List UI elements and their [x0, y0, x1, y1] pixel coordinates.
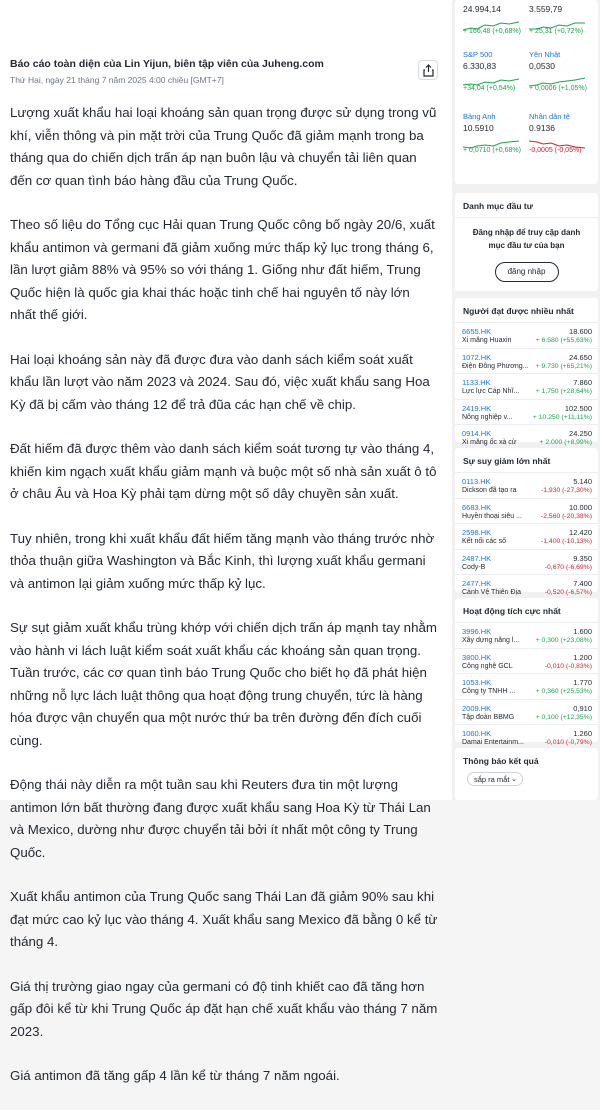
share-button[interactable] [418, 60, 438, 80]
sparkline [529, 20, 585, 32]
paragraph: Tuy nhiên, trong khi xuất khẩu đất hiếm tăng mạnh vào tháng trước nhờ thỏa thuận giữa Washington và Bắc Kinh, thì lượng xuất khẩu germani và antimon lại giảm xuống mức thấp kỷ lục. [10, 530, 435, 591]
stock-symbol[interactable]: 2009.HK [462, 703, 492, 713]
table-row[interactable] [455, 725, 598, 750]
sparkline [463, 76, 519, 88]
table-row[interactable] [455, 550, 598, 576]
byline [10, 58, 410, 85]
index-change: -0,0005 (-0,05%) [529, 147, 582, 154]
stock-price: 24.250 [569, 429, 592, 438]
stock-name: Xi măng Huaxin [462, 337, 512, 344]
section-title: Hoạt động tích cực nhất [455, 598, 598, 623]
stock-price: 1.200 [573, 652, 592, 662]
index-tile[interactable] [463, 2, 525, 48]
table-row[interactable] [455, 649, 598, 675]
table-row[interactable] [455, 323, 598, 349]
table-row[interactable] [455, 575, 598, 600]
paragraph: Theo số liệu do Tổng cục Hải quan Trung Quốc công bố ngày 20/6, xuất khẩu antimon và germani đã giảm xuống mức thấp kỷ lục trong tháng 6, lần lượt giảm 88% và 95% so với tháng 1. Giống như đất hiếm, Trung Quốc hiện là quốc gia khai thác hoặc tinh chế hai nguyên tố này lớn nhất thế giới. [10, 217, 435, 322]
table-row[interactable] [455, 400, 598, 426]
index-change: + 0,0006 (+1,05%) [529, 85, 587, 92]
stock-symbol[interactable]: 6683.HK [462, 502, 492, 512]
table-row[interactable] [455, 425, 598, 450]
section-title: Người đạt được nhiều nhất [455, 298, 598, 323]
sparkline [529, 138, 585, 150]
stock-change: -0,520 (-6,57%) [544, 589, 592, 596]
author: Báo cáo toàn diện của Lin Yijun, biên tập viên của Juheng.com [10, 58, 324, 70]
stock-name: Damai Entertainm... [462, 739, 524, 746]
index-tile[interactable] [529, 50, 591, 96]
index-change: +34,04 (+0,54%) [463, 85, 516, 92]
stock-price: 1.770 [573, 678, 592, 687]
paragraph: Giá antimon đã tăng gấp 4 lần kể từ tháng 7 năm ngoái. [10, 1068, 340, 1083]
stock-name: Dickson đã tạo ra [462, 487, 517, 494]
stock-price: 12.420 [569, 528, 592, 537]
stock-name: Nông nghiệp v... [462, 413, 513, 421]
stock-name: Cảnh Vệ Thiên Địa [462, 589, 522, 596]
stock-change: + 0,100 (+12,35%) [535, 713, 592, 721]
stock-price: 7.860 [573, 378, 592, 387]
stock-change: + 10.250 (+11,11%) [532, 413, 592, 421]
stock-symbol[interactable]: 2598.HK [462, 528, 492, 537]
top-losers-card [455, 448, 598, 596]
stock-symbol[interactable]: 6655.HK [462, 327, 492, 336]
stock-name: Điện Đông Phương... [462, 362, 529, 370]
index-tile[interactable] [463, 50, 525, 96]
paragraph: Giá thị trường giao ngay của germani có độ tinh khiết cao đã tăng hơn gấp đôi kể từ khi Trung Quốc áp đặt hạn chế xuất khẩu vào tháng 7 năm 2023. [10, 978, 438, 1039]
index-value: 0,0530 [529, 61, 555, 71]
index-value: 10.5910 [463, 123, 494, 133]
paragraph: Động thái này diễn ra một tuần sau khi Reuters đưa tin một lượng antimon lớn bất thường đang được xuất khẩu sang Hoa Kỳ từ Thái Lan và Mexico, dường như được chuyển tải bởi ít nhất một công ty Trung Quốc. [10, 777, 431, 860]
sort-dropdown[interactable] [467, 772, 523, 786]
stock-price: 1.260 [573, 729, 592, 738]
stock-name: Kết nối các số [462, 538, 506, 545]
stock-name: Tập đoàn BBMG [462, 713, 515, 721]
index-tile[interactable] [529, 112, 591, 158]
most-active-card [455, 598, 598, 746]
stock-change: + 0,300 (+23,08%) [535, 637, 592, 644]
sparkline [463, 138, 519, 150]
watchlist-message: Đăng nhập để truy cập danh mục đầu tư của bạn [472, 228, 581, 250]
table-row[interactable] [455, 524, 598, 550]
stock-change: + 0,360 (+25,53%) [535, 688, 592, 695]
table-row[interactable] [455, 349, 598, 375]
section-title: Thông báo kết quả [463, 756, 539, 766]
section-title: Sự suy giảm lớn nhất [455, 448, 598, 473]
publish-date: Thứ Hai, ngày 21 tháng 7 năm 2025 4:00 chiều [GMT+7] [10, 75, 224, 85]
stock-symbol[interactable]: 0113.HK [462, 477, 491, 486]
index-change: + 166,48 (+0,68%) [463, 28, 521, 35]
paragraph: Hai loại khoáng sản này đã được đưa vào danh sách kiểm soát xuất khẩu lần lượt vào năm 2023 và 2024. Sau đó, việc xuất khẩu sang Hoa Kỳ đã bị cấm vào tháng 12 để trả đũa các hạn chế về chip. [10, 351, 430, 412]
paragraph: Lượng xuất khẩu hai loại khoáng sản quan trọng được sử dụng trong vũ khí, viễn thông và pin mặt trời của Trung Quốc đã giảm mạnh trong ba tháng qua do chiến dịch trấn áp nạn buôn lậu và chuyển tải liên quan đến cơ quan tình báo hàng đầu của Trung Quốc. [10, 105, 437, 188]
stock-price: 5.140 [573, 477, 592, 486]
stock-price: 7.400 [573, 579, 592, 588]
stock-symbol[interactable]: 3800.HK [462, 652, 492, 662]
index-tile[interactable] [529, 2, 591, 48]
table-row[interactable] [455, 623, 598, 649]
stock-price: 9.350 [573, 553, 592, 563]
stock-symbol[interactable]: 1053.HK [462, 678, 492, 687]
stock-change: -1,930 (-27,30%) [540, 487, 592, 494]
stock-price: 102.500 [564, 403, 592, 413]
login-button[interactable]: đăng nhập [495, 262, 559, 282]
table-row[interactable] [455, 374, 598, 400]
stock-symbol[interactable]: 2487.HK [462, 553, 492, 563]
stock-price: 18.600 [569, 327, 592, 336]
earnings-results-card [455, 748, 598, 800]
chevron-down-icon: ⌄ [511, 776, 517, 783]
paragraph: Sự sụt giảm xuất khẩu trùng khớp với chiến dịch trấn áp mạnh tay nhằm vào hành vi lách luật kiểm soát xuất khẩu các khoáng sản quan trọng. Tuần trước, các cơ quan tình báo Trung Quốc cho biết họ đã phát hiện những nỗ lực lách luật thông qua hoạt động trung chuyển, tức là hàng hóa được vận chuyển qua một nước thứ ba trên đường đến đích cuối cùng. [10, 620, 437, 748]
stock-name: Xây dựng năng l... [462, 637, 520, 644]
index-value: 0.9136 [529, 123, 555, 133]
article-body [10, 102, 438, 1110]
stock-price: 24.650 [569, 352, 592, 362]
table-row[interactable] [455, 700, 598, 726]
sparkline [529, 76, 585, 88]
stock-change: + 6.580 (+55,63%) [535, 337, 592, 344]
table-row[interactable] [455, 674, 598, 700]
stock-change: + 9.730 (+65,21%) [535, 362, 592, 370]
top-gainers-card [455, 298, 598, 446]
index-name: Nhân dân tệ [529, 112, 570, 121]
index-name: Yên Nhật [529, 50, 561, 59]
stock-change: -1,400 (-10,13%) [540, 538, 592, 545]
stock-price: 1.600 [573, 627, 592, 636]
stock-name: Cody-B [462, 563, 486, 571]
stock-symbol[interactable]: 3996.HK [462, 627, 492, 636]
stock-name: Lực lực Cáp Nhĩ... [462, 388, 520, 395]
sparkline [463, 20, 519, 32]
index-name: S&P 500 [463, 50, 493, 59]
sort-label: sắp ra mắt [474, 775, 510, 784]
stock-change: -0,010 (-0,83%) [544, 662, 592, 670]
index-name: Bảng Anh [463, 112, 496, 121]
stock-symbol[interactable]: 0914.HK [462, 429, 492, 438]
index-change: + 0,0710 (+0,68%) [463, 147, 521, 154]
market-sidebar [452, 0, 600, 800]
table-row[interactable] [455, 473, 598, 499]
paragraph: Xuất khẩu antimon của Trung Quốc sang Thái Lan đã giảm 90% sau khi đạt mức cao kỷ lục vào tháng 4. Xuất khẩu sang Mexico đã bằng 0 kể từ tháng 4. [10, 889, 438, 949]
stock-name: Huyền thoại siêu ... [462, 512, 522, 520]
stock-change: + 2.000 (+8,99%) [539, 439, 592, 446]
share-icon [423, 64, 434, 77]
stock-name: Công ty TNHH ... [462, 688, 516, 695]
paragraph: Đất hiếm đã được thêm vào danh sách kiểm soát tương tự vào tháng 4, khiến kim ngạch xuất khẩu giảm mạnh và buộc một số nhà sản xuất ô tô ở châu Âu và Hoa Kỳ phải tạm dừng một số dây chuyền sản xuất. [10, 441, 437, 501]
watchlist-card [455, 193, 598, 291]
stock-symbol[interactable]: 1060.HK [462, 729, 492, 738]
index-value: 3.559,79 [529, 4, 563, 14]
stock-change: -2,560 (-20,38%) [540, 512, 592, 520]
stock-change: + 1,750 (+28,64%) [535, 388, 592, 395]
table-row[interactable] [455, 499, 598, 525]
stock-symbol[interactable]: 1133.HK [462, 378, 491, 387]
index-tile[interactable] [463, 112, 525, 158]
stock-symbol[interactable]: 1072.HK [462, 352, 492, 362]
index-value: 24.994,14 [463, 4, 501, 14]
stock-name: Công nghệ GCL [462, 662, 513, 670]
stock-price: 10.000 [569, 502, 592, 512]
stock-price: 0,910 [573, 703, 592, 713]
index-change: + 25,31 (+0,72%) [529, 28, 584, 35]
index-value: 6.330,83 [463, 61, 497, 71]
stock-symbol[interactable]: 2477.HK [462, 579, 492, 588]
stock-change: -0,670 (-6,69%) [544, 563, 592, 571]
stock-name: Xi măng ốc xà cừ [462, 439, 517, 446]
stock-symbol[interactable]: 2419.HK [462, 403, 492, 413]
watchlist-title: Danh mục đầu tư [455, 193, 598, 218]
market-indices-card [455, 0, 598, 184]
stock-change: -0,010 (-0,79%) [544, 739, 592, 746]
